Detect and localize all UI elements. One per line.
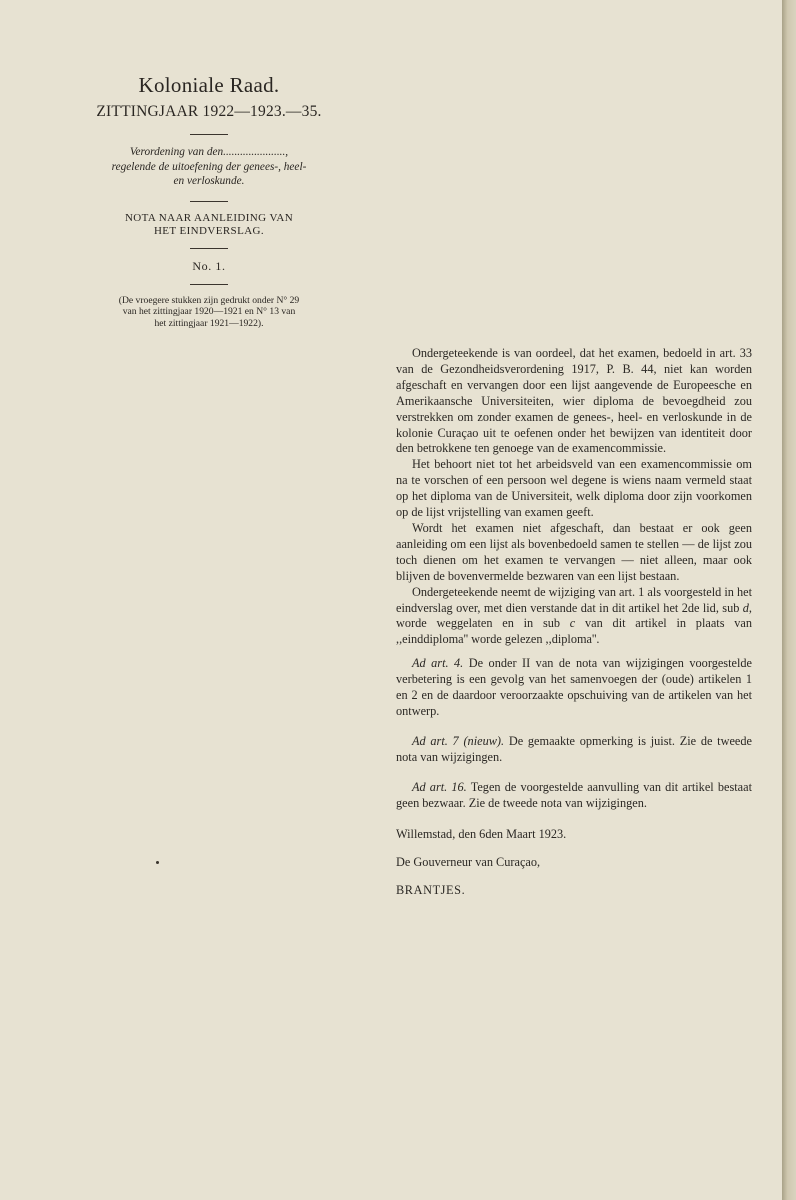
article-label: Ad art. 16. bbox=[412, 779, 467, 794]
paragraph-text: Ondergeteekende neemt de wijziging van art. 1 als voorgesteld in het eindverslag over, met dien verstande dat in dit artikel het 2de lid, sub bbox=[396, 584, 752, 615]
paragraph-text: , worde weggelaten en in sub bbox=[396, 600, 752, 631]
article-note bbox=[396, 780, 752, 812]
note-line: van het zittingjaar 1920—1921 en N° 13 van bbox=[122, 306, 296, 317]
subject-line: Verordening van den......................, bbox=[129, 146, 289, 158]
article-note-text: Tegen de voorgestelde aanvulling van dit artikel bestaat geen bezwaar. Zie de tweede nota van wijzigingen. bbox=[396, 779, 752, 810]
stray-dot bbox=[156, 861, 159, 864]
signature-date: Willemstad, den 6den Maart 1923. bbox=[396, 827, 567, 842]
sub-letter: c bbox=[569, 616, 576, 631]
paragraph: Het behoort niet tot het arbeidsveld van een examencommissie om na te vorschen of een persoon wel degene is wiens naam vermeld staat op het diploma van de Universiteit, welk diploma door zijn voorkomen op de lijst vrijstelling van examen geeft. bbox=[396, 457, 752, 520]
paragraph bbox=[396, 585, 752, 649]
page-title: Koloniale Raad. bbox=[138, 73, 280, 97]
document-number: No. 1. bbox=[192, 258, 226, 273]
divider bbox=[190, 248, 228, 249]
nota-heading bbox=[72, 212, 346, 238]
article-note bbox=[396, 656, 752, 720]
divider bbox=[190, 134, 228, 135]
header-column bbox=[72, 72, 346, 329]
previous-documents-note bbox=[72, 295, 346, 330]
article-label: Ad art. 4. bbox=[412, 656, 464, 671]
main-text bbox=[396, 346, 752, 899]
nota-line: HET EINDVERSLAG. bbox=[153, 224, 265, 237]
signature-name: BRANTJES. bbox=[396, 883, 466, 898]
note-line: (De vroegere stukken zijn gedrukt onder N° 29 bbox=[118, 294, 300, 306]
signature-block bbox=[396, 827, 752, 899]
paragraph: Wordt het examen niet afgeschaft, dan bestaat er ook geen aanleiding om een lijst als bovenbedoeld samen te stellen — de lijst zou toch dienen om het examen te vervangen — niet alleen, maar ook blijven de bovenvermelde bezwaren van een lijst bestaan. bbox=[396, 520, 752, 583]
subject-line: en verloskunde. bbox=[173, 175, 245, 187]
paragraph: Ondergeteekende is van oordeel, dat het examen, bedoeld in art. 33 van de Gezondheidsverordening 1917, P. B. 44, niet kan worden afgeschaft en vervangen door een lijst aangevende de Europeesche en Amerikaansche Universiteiten, wier diploma de bevoegdheid zou verstrekken om zonder examen de genees-, heel- en verloskunde in de kolonie Curaçao uit te oefenen onder het bewijzen van identiteit door den betrokkene ten genoege van de examencommissie. bbox=[396, 346, 752, 456]
subject-line: regelende de uitoefening der genees-, heel- bbox=[111, 160, 307, 173]
divider bbox=[190, 284, 228, 285]
note-line: het zittingjaar 1921—1922). bbox=[154, 317, 264, 329]
paragraph-text: van dit artikel in plaats van ,,einddiploma'' worde gelezen ,,diploma''. bbox=[396, 616, 752, 647]
session-year: ZITTINGJAAR 1922—1923.—35. bbox=[96, 103, 322, 120]
sub-letter: d bbox=[742, 600, 749, 615]
ordinance-subject bbox=[72, 145, 346, 189]
divider bbox=[190, 201, 228, 202]
article-note-text: De onder II van de nota van wijzigingen voorgestelde verbetering is een gevolg van het samenvoegen der (oude) artikelen 1 en 2 en de daardoor veroorzaakte opschuiving van de artikelen van het ontwerp. bbox=[396, 656, 752, 718]
article-note bbox=[396, 734, 752, 766]
article-note-text: De gemaakte opmerking is juist. Zie de tweede nota van wijzigingen. bbox=[396, 733, 753, 764]
article-label: Ad art. 7 (nieuw). bbox=[412, 733, 505, 748]
nota-line: NOTA NAAR AANLEIDING VAN bbox=[124, 211, 294, 224]
page-edge bbox=[782, 0, 796, 1200]
signature-office: De Gouverneur van Curaçao, bbox=[396, 855, 541, 870]
